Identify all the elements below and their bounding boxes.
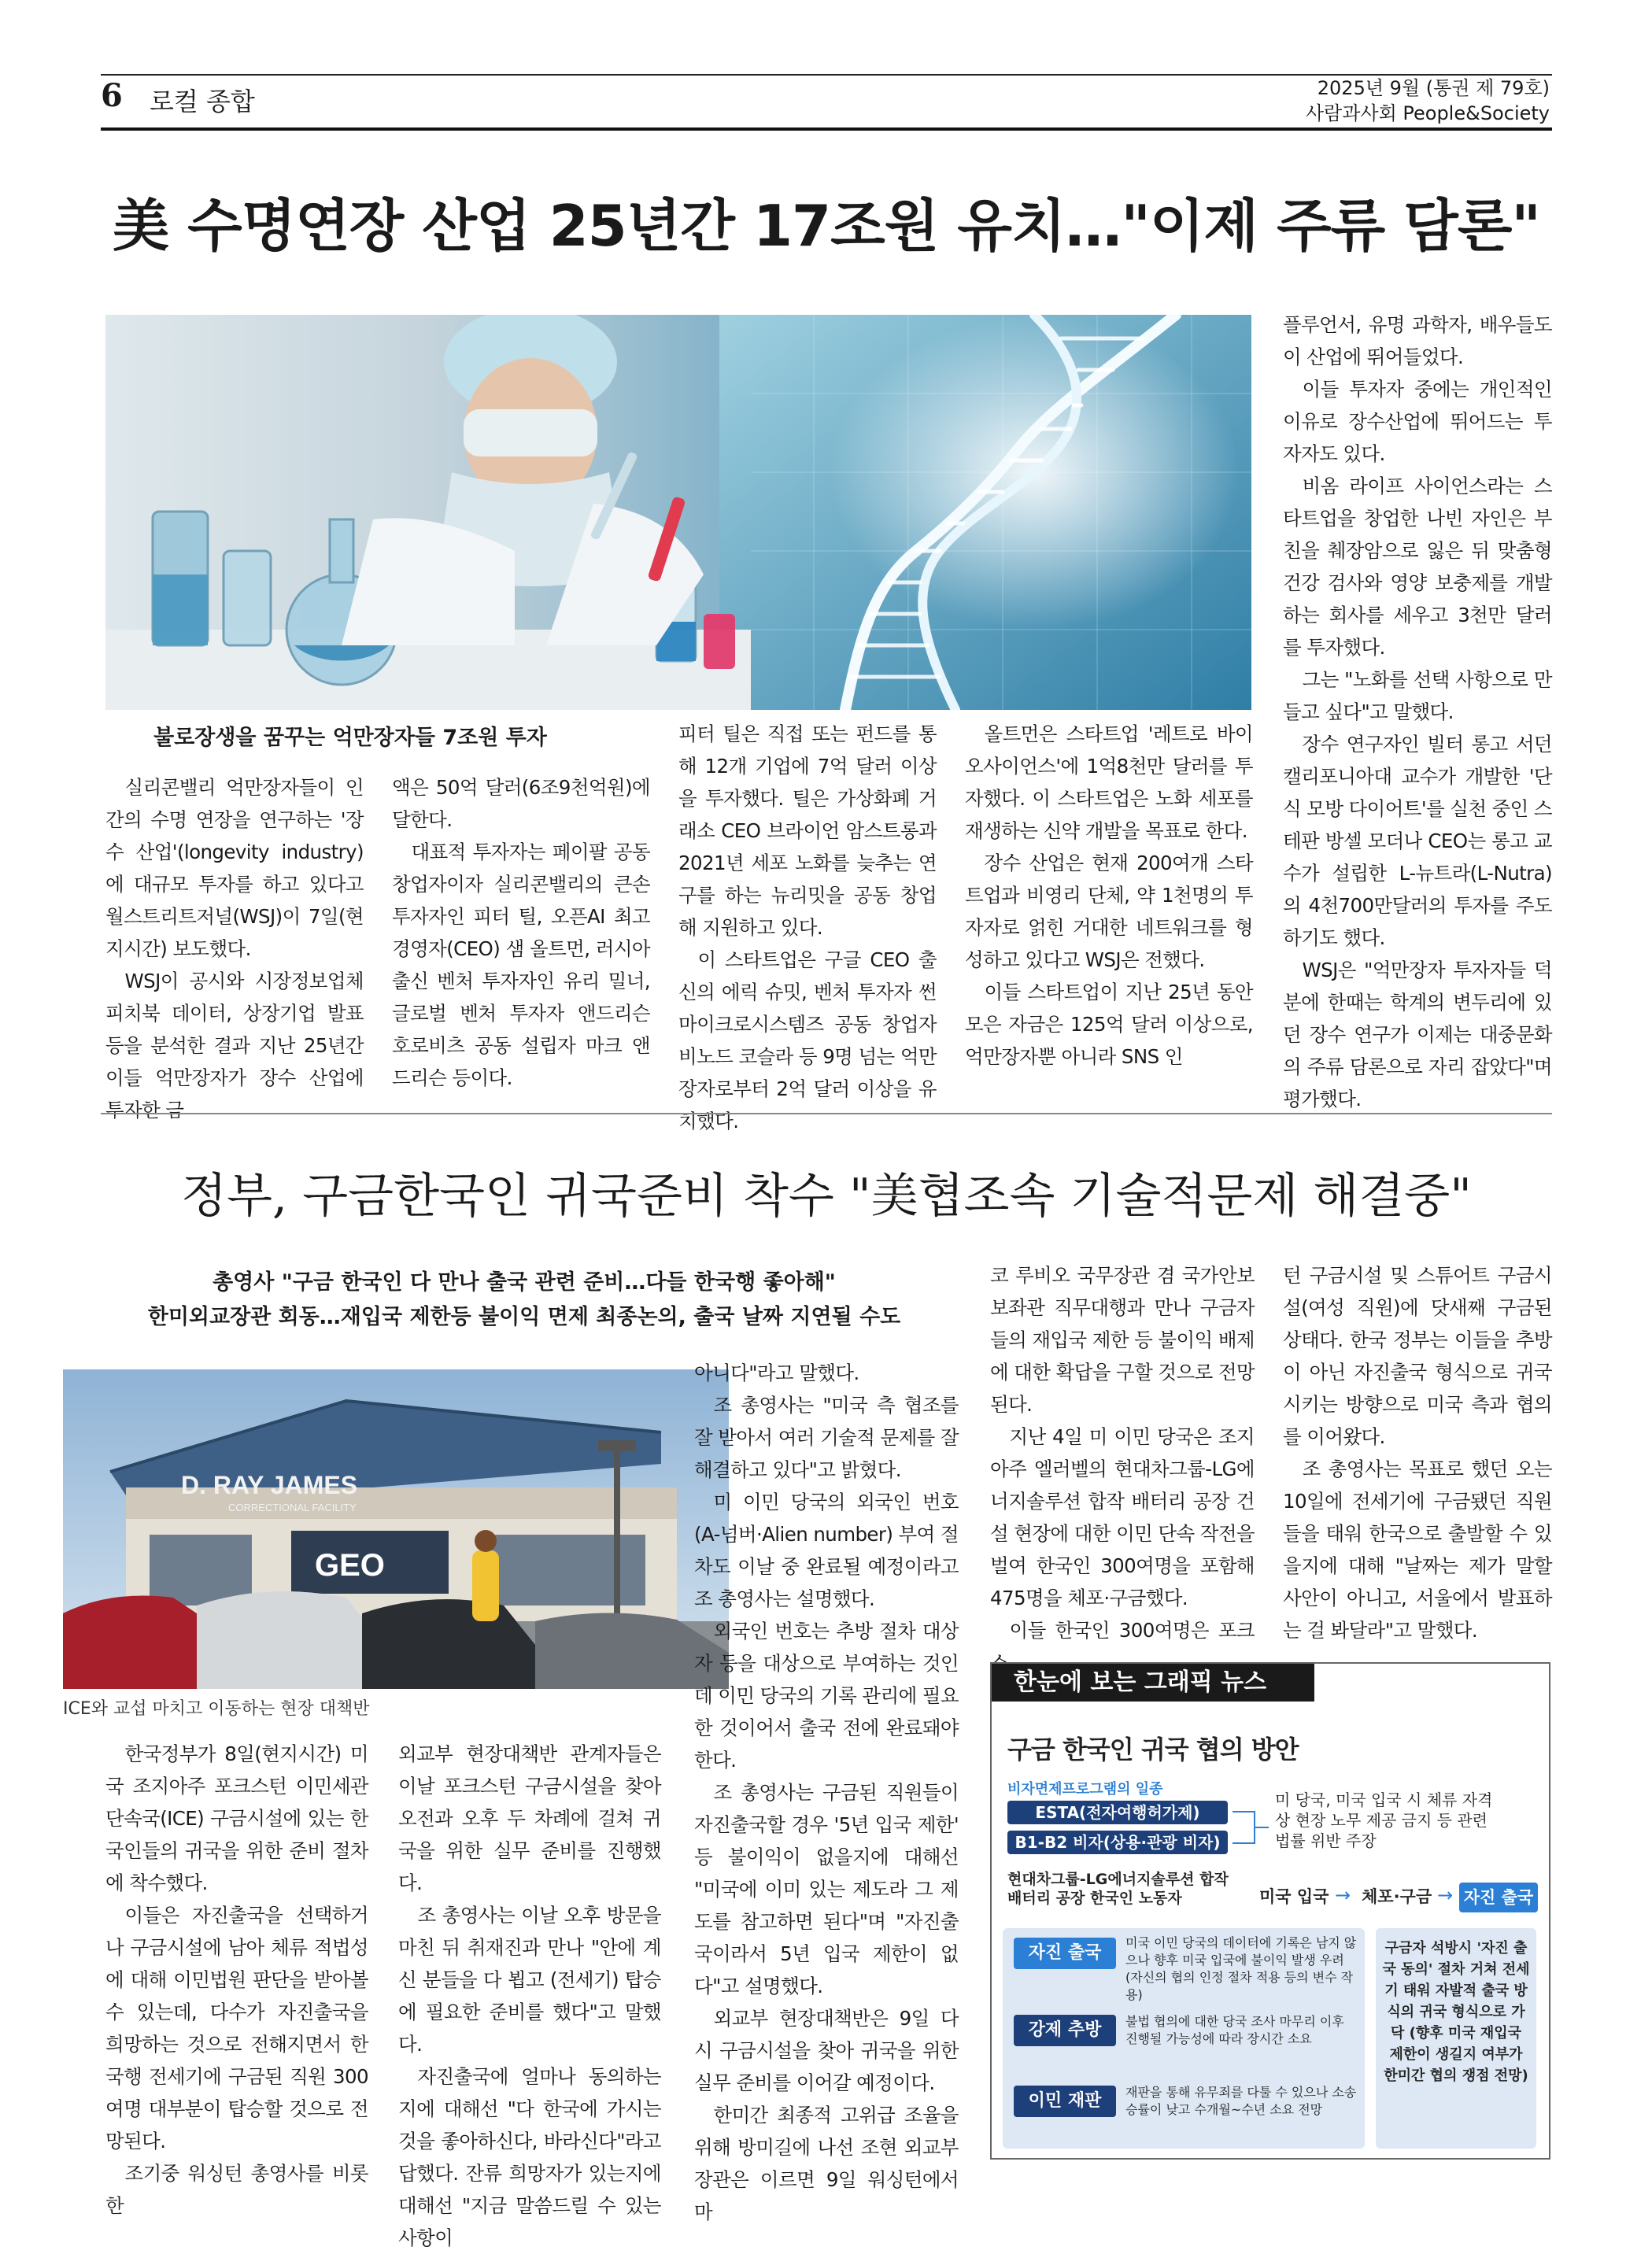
paragraph: 실리콘밸리 억만장자들이 인간의 수명 연장을 연구하는 '장수 산업'(longevity industry)에 대규모 투자를 하고 있다고 월스트리트저널(WSJ)이 7일(현지시간) 보도했다. — [105, 776, 364, 960]
geo-logo: GEO — [315, 1548, 385, 1583]
paragraph: WSJ이 공시와 시장정보업체 피치북 데이터, 상장기업 발표 등을 분석한 결과 지난 25년간 이들 억만장자가 장수 산업에 투자한 금 — [105, 970, 364, 1121]
visa-b1b2: B1-B2 비자(상용·관광 비자) — [1007, 1831, 1228, 1854]
option-self-departure: 자진 출국 — [1014, 1938, 1116, 1969]
page-number: 6 — [101, 77, 123, 114]
paragraph: 플루언서, 유명 과학자, 배우들도 이 산업에 뛰어들었다. — [1283, 313, 1552, 368]
option-trial: 이민 재판 — [1014, 2086, 1116, 2117]
article2-headline: 정부, 구금한국인 귀국준비 착수 "美협조속 기술적문제 해결중" — [181, 1169, 1472, 1224]
article1-subhead: 불로장생을 꿈꾸는 억만장자들 7조원 투자 — [153, 726, 547, 750]
paragraph: 이들은 자진출국을 선택하거나 구금시설에 남아 체류 적법성에 대해 이민법원 판단을 받아볼 수 있는데, 다수가 자진출국을 희망하는 것으로 전해지면서 한국행 전세기에 구금된 직원 300여명 대부분이 탑승할 것으로 전망된다. — [105, 1904, 368, 2152]
article1-column-4 — [965, 718, 1253, 1073]
paragraph: 이들 스타트업이 지난 25년 동안 모은 자금은 125억 달러 이상으로, 억만장자뿐 아니라 SNS 인 — [965, 981, 1253, 1068]
paragraph: 한국정부가 8일(현지시간) 미국 조지아주 포크스턴 이민세관단속국(ICE) 구금시설에 있는 한국인들의 귀국을 위한 준비 절차에 착수했다. — [105, 1742, 368, 1894]
paragraph: 조기중 워싱턴 총영사를 비롯한 — [105, 2162, 368, 2217]
flow-self-departure: 자진 출국 — [1459, 1883, 1538, 1912]
paragraph: 조 총영사는 이날 오후 방문을 마친 뒤 취재진과 만나 "안에 계신 분들을 다 뵙고 (전세기) 탑승에 필요한 준비를 했다"고 말했다. — [398, 1904, 661, 2056]
article1-headline: 美 수명연장 산업 25년간 17조원 유치…"이제 주류 담론" — [113, 193, 1540, 259]
flow-entry: 미국 입국 — [1259, 1887, 1329, 1906]
paragraph: 턴 구금시설 및 스튜어트 구금시설(여성 직원)에 닷새째 구금된 상태다. 한국 정부는 이들을 추방이 아닌 자진출국 형식으로 귀국시키는 방향으로 미국 측과 협의를 이어왔다. — [1283, 1264, 1552, 1448]
paragraph: 비옴 라이프 사이언스라는 스타트업을 창업한 나빈 자인은 부친을 췌장암으로 잃은 뒤 맞춤형 건강 검사와 영양 보충제를 개발하는 회사를 세우고 3천만 달러를 투자했다. — [1283, 475, 1552, 659]
paragraph: 미 이민 당국의 외국인 번호(A-넘버·Alien number) 부여 절차도 이날 중 완료될 예정이라고 조 총영사는 설명했다. — [694, 1491, 959, 1610]
infographic-title: 구금 한국인 귀국 협의 방안 — [1007, 1735, 1299, 1764]
paragraph: 이 스타트업은 구글 CEO 출신의 에릭 슈밋, 벤처 투자자 썬마이크로시스템즈 공동 창업자 비노드 코슬라 등 9명 넘는 억만장자로부터 2억 달러 이상을 유치했다. — [678, 948, 937, 1133]
flow-arrow-icon: → — [1437, 1884, 1454, 1906]
bracket-arrow — [1231, 1798, 1270, 1860]
paragraph: 장수 연구자인 빌터 롱고 서던캘리포니아대 교수가 개발한 '단식 모방 다이어트'를 실천 중인 스테판 방셀 모더나 CEO는 롱고 교수가 설립한 L-뉴트라(L-Nutra)의 4천700만달러의 투자를 주도하기도 했다. — [1283, 733, 1552, 949]
article2-column-3 — [694, 1357, 959, 2228]
facility-sign: D. RAY JAMES — [181, 1471, 358, 1499]
lab-dna-illustration — [105, 315, 1251, 710]
paragraph: 그는 "노화를 선택 사항으로 만들고 싶다"고 말했다. — [1283, 668, 1552, 723]
paragraph: 이들 투자자 중에는 개인적인 이유로 장수산업에 뛰어드는 투자자도 있다. — [1283, 378, 1552, 465]
infographic — [990, 1662, 1550, 2160]
article1-column-5 — [1283, 309, 1552, 1115]
paragraph: 자진출국에 얼마나 동의하는지에 대해선 "다 한국에 가시는 것을 좋아하신다, 바라신다"라고 답했다. 잔류 희망자가 있는지에 대해선 "지금 말씀드릴 수 있는 사항이 — [398, 2065, 661, 2249]
article2-photo — [63, 1369, 729, 1689]
issue-text: 미 당국, 미국 입국 시 체류 자격상 현장 노무 제공 금지 등 관련 법률 위반 주장 — [1275, 1790, 1493, 1850]
paragraph: 한미간 최종적 고위급 조율을 위해 방미길에 나선 조현 외교부 장관은 이르면 9일 워싱턴에서 마 — [694, 2104, 959, 2223]
option-self-departure-text: 미국 이민 당국의 데이터에 기록은 남지 않으나 향후 미국 입국에 불이익 발생 우려 (자신의 협의 인정 절차 적용 등의 변수 작용) — [1125, 1935, 1357, 2002]
article2-column-5 — [1283, 1259, 1552, 1646]
paragraph: 조 총영사는 "미국 측 협조를 잘 받아서 여러 기술적 문제를 잘 해결하고 있다"고 밝혔다. — [694, 1394, 959, 1481]
option-trial-text: 재판을 통해 유무죄를 다툴 수 있으나 소송 승률이 낮고 수개월~수년 소요 전망 — [1125, 2085, 1357, 2117]
masthead-bottom-rule — [101, 127, 1552, 131]
detention-facility-photo — [63, 1369, 729, 1689]
article2-column-1 — [105, 1738, 368, 2222]
paragraph: 외교부 현장대책반 관계자들은 이날 포크스턴 구금시설을 찾아 오전과 오후 두 차례에 걸쳐 귀국을 위한 실무 준비를 진행했다. — [398, 1742, 661, 1894]
option-deportation: 강제 추방 — [1014, 2015, 1116, 2046]
paragraph: 피터 틸은 직접 또는 펀드를 통해 12개 기업에 7억 달러 이상을 투자했다. 틸은 가상화폐 거래소 CEO 브라이언 암스트롱과 2021년 세포 노화를 늦추는 연구를 하는 뉴리밋을 공동 창업해 지원하고 있다. — [678, 722, 937, 939]
article1-photo — [105, 315, 1251, 710]
visa-label: 비자면제프로그램의 일종 — [1007, 1781, 1163, 1798]
article2-column-4 — [990, 1259, 1255, 1679]
paragraph: 장수 산업은 현재 200여개 스타트업과 비영리 단체, 약 1천명의 투자자로 얽힌 거대한 네트워크를 형성하고 있다고 WSJ은 전했다. — [965, 852, 1253, 971]
article1-column-2 — [392, 771, 650, 1094]
flow-arrest: 체포·구금 — [1362, 1887, 1432, 1906]
paragraph: 이들 한국인 300여명은 포크 — [1009, 1619, 1255, 1642]
article2-subhead-1: 총영사 "구금 한국인 다 만나 출국 관련 준비…다들 한국행 좋아해" — [213, 1270, 836, 1295]
option-deportation-text: 불법 협의에 대한 당국 조사 마무리 이후 진행될 가능성에 따라 장시간 소요 — [1125, 2014, 1344, 2046]
visa-esta: ESTA(전자여행허가제) — [1007, 1801, 1228, 1824]
paragraph: 외교부 현장대책반은 9일 다시 구금시설을 찾아 귀국을 위한 실무 준비를 이어갈 예정이다. — [694, 2007, 959, 2094]
section-title: 로컬 종합 — [150, 87, 255, 116]
infographic-tab: 한눈에 보는 그래픽 뉴스 — [992, 1664, 1314, 1702]
publication-name: 사람과사회 People&Society — [1305, 102, 1550, 124]
article2-subhead-2: 한미외교장관 회동…재입국 제한등 불이익 면제 최종논의, 출국 날짜 지연될 수도 — [147, 1305, 901, 1329]
summary-text: 구금자 석방시 '자진 출국 동의' 절차 거쳐 전세기 태워 자발적 출국 방식의 귀국 형식으로 가닥 (향후 미국 재입국 제한이 생길지 여부가 한미간 협의 쟁점 전망) — [1382, 1940, 1530, 2084]
paragraph: WSJ은 "억만장자 투자자들 덕분에 한때는 학계의 변두리에 있던 장수 연구가 이제는 대중문화의 주류 담론으로 자리 잡았다"며 평가했다. — [1283, 959, 1552, 1110]
paragraph: 아니다"라고 말했다. — [694, 1362, 859, 1384]
article2-column-2 — [398, 1738, 661, 2254]
flow-arrow-icon: → — [1335, 1884, 1351, 1906]
issue-info — [1306, 76, 1550, 126]
paragraph: 올트먼은 스타트업 '레트로 바이오사이언스'에 1억8천만 달러를 투자했다. 이 스타트업은 노화 세포를 재생하는 신약 개발을 목표로 한다. — [965, 722, 1253, 842]
paragraph: 외국인 번호는 추방 절차 대상자 등을 대상으로 부여하는 것인데 이민 당국의 기록 관리에 필요한 것이어서 출국 전에 완료돼야 한다. — [694, 1620, 959, 1772]
facility-sign-sub: CORRECTIONAL FACILITY — [228, 1502, 357, 1513]
article-divider — [101, 1113, 1552, 1114]
article1-column-1 — [105, 771, 364, 1126]
paragraph: 조 총영사는 목표로 했던 오는 10일에 전세기에 구금됐던 직원들을 태워 한국으로 출발할 수 있을지에 대해 "날짜는 제가 말할 사안이 아니고, 서울에서 발표하는 걸 봐달라"고 말했다. — [1283, 1458, 1552, 1642]
paragraph: 조 총영사는 구금된 직원들이 자진출국할 경우 '5년 입국 제한' 등 불이익이 없을지에 대해선 "미국에 이미 있는 제도라 그 제도를 참고하면 된다"며 "자진출국이라서 5년 입국 제한이 없다"고 설명했다. — [694, 1781, 959, 1997]
issue-number: 2025년 9월 (통권 제 79호) — [1317, 77, 1550, 99]
workers-label: 현대차그룹-LG에너지솔루션 합작 배터리 공장 한국인 노동자 — [1007, 1871, 1229, 1907]
article1-column-3 — [678, 718, 937, 1137]
paragraph: 대표적 투자자는 페이팔 공동창업자이자 실리콘밸리의 큰손 투자자인 피터 틸, 오픈AI 최고경영자(CEO) 샘 올트먼, 러시아 출신 벤처 투자자인 유리 밀너, 글로벌 벤처 투자자 앤드리슨 호로비츠 공동 설립자 마크 앤드리슨 등이다. — [392, 841, 650, 1089]
paragraph: 코 루비오 국무장관 겸 국가안보보좌관 직무대행과 만나 구금자들의 재입국 제한 등 불이익 배제에 대한 확답을 구할 것으로 전망된다. — [990, 1264, 1255, 1416]
paragraph: 지난 4일 미 이민 당국은 조지아주 엘러벨의 현대차그룹-LG에너지솔루션 합작 배터리 공장 건설 현장에 대한 이민 단속 작전을 벌여 한국인 300여명을 포함해 475명을 체포·구금했다. — [990, 1425, 1255, 1609]
photo-caption: ICE와 교섭 마치고 이동하는 현장 대책반 — [63, 1699, 370, 1719]
paragraph: 액은 50억 달러(6조9천억원)에 달한다. — [392, 776, 650, 831]
